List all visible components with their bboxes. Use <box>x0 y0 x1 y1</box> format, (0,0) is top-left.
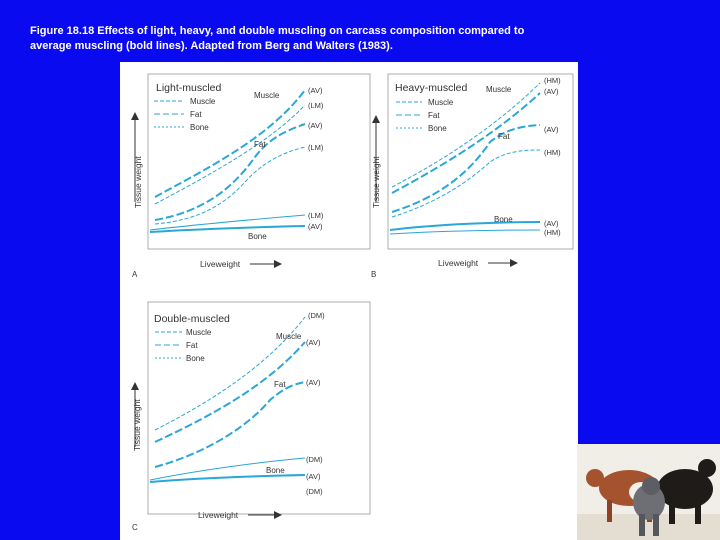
legend-muscle: Muscle <box>186 328 212 337</box>
figure-caption: Figure 18.18 Effects of light, heavy, and double muscling on carcass composition compared to average muscling (bold lines). Adapted from Berg and Walters (1983). <box>30 25 525 52</box>
end-label: (LM) <box>308 101 324 110</box>
curve-bone-av <box>390 222 540 230</box>
chart-title: Light-muscled <box>156 82 222 94</box>
legend-muscle: Muscle <box>428 98 454 107</box>
legend-fat: Fat <box>190 110 202 119</box>
legend-bone: Bone <box>190 123 209 132</box>
panel-letter: C <box>132 523 138 532</box>
legend-muscle: Muscle <box>190 97 216 106</box>
cattle-photo <box>577 444 720 540</box>
y-axis-label: Tissue weight <box>132 399 142 451</box>
curve-muscle-av <box>155 342 305 442</box>
end-label: (AV) <box>308 86 323 95</box>
y-axis-label: Tissue weight <box>371 156 381 208</box>
cattle-illustration <box>577 444 720 540</box>
end-label: (HM) <box>544 76 561 85</box>
chart-title: Double-muscled <box>154 313 230 325</box>
end-label: (DM) <box>306 455 323 464</box>
curve-muscle-av <box>155 90 305 197</box>
panel-letter: B <box>371 270 377 279</box>
chart-frame <box>148 302 370 514</box>
end-label: (AV) <box>544 219 559 228</box>
x-axis-label: Liveweight <box>200 259 241 269</box>
curve-fat-av <box>392 125 540 212</box>
figure-panel <box>120 62 578 540</box>
end-label: (HM) <box>544 228 561 237</box>
chart-double-muscled <box>132 302 370 532</box>
end-label: (AV) <box>308 222 323 231</box>
curve-label-muscle: Muscle <box>276 332 302 341</box>
end-label: (AV) <box>306 472 321 481</box>
curve-fat-av <box>155 382 305 467</box>
end-label: (DM) <box>308 311 325 320</box>
end-label: (AV) <box>306 338 321 347</box>
end-label: (AV) <box>544 125 559 134</box>
end-label: (LM) <box>308 143 324 152</box>
curve-label-muscle: Muscle <box>486 85 512 94</box>
end-label: (AV) <box>306 378 321 387</box>
end-label: (HM) <box>544 148 561 157</box>
y-axis-label: Tissue weight <box>133 156 143 208</box>
curve-label-bone: Bone <box>494 215 513 224</box>
figure-svg <box>120 62 578 540</box>
chart-title: Heavy-muscled <box>395 82 468 94</box>
curve-label-fat: Fat <box>274 380 286 389</box>
curve-label-fat: Fat <box>498 132 510 141</box>
chart-frame <box>148 74 370 249</box>
curve-label-fat: Fat <box>254 140 266 149</box>
curve-bone-hm <box>390 230 540 234</box>
panel-letter: A <box>132 270 138 279</box>
legend-bone: Bone <box>428 124 447 133</box>
x-axis-label: Liveweight <box>438 258 479 268</box>
legend-fat: Fat <box>186 341 198 350</box>
legend-fat: Fat <box>428 111 440 120</box>
chart-light-muscled <box>132 74 370 279</box>
curve-label-bone: Bone <box>266 466 285 475</box>
end-label: (DM) <box>306 487 323 496</box>
end-label: (AV) <box>544 87 559 96</box>
end-label: (AV) <box>308 121 323 130</box>
chart-heavy-muscled <box>371 74 573 279</box>
curve-fat-av <box>155 124 305 220</box>
curve-label-muscle: Muscle <box>254 91 280 100</box>
x-axis-label: Liveweight <box>198 510 239 520</box>
curve-muscle-lm <box>155 105 305 204</box>
curve-fat-hm <box>392 150 540 217</box>
end-label: (LM) <box>308 211 324 220</box>
legend-bone: Bone <box>186 354 205 363</box>
curve-label-bone: Bone <box>248 232 267 241</box>
